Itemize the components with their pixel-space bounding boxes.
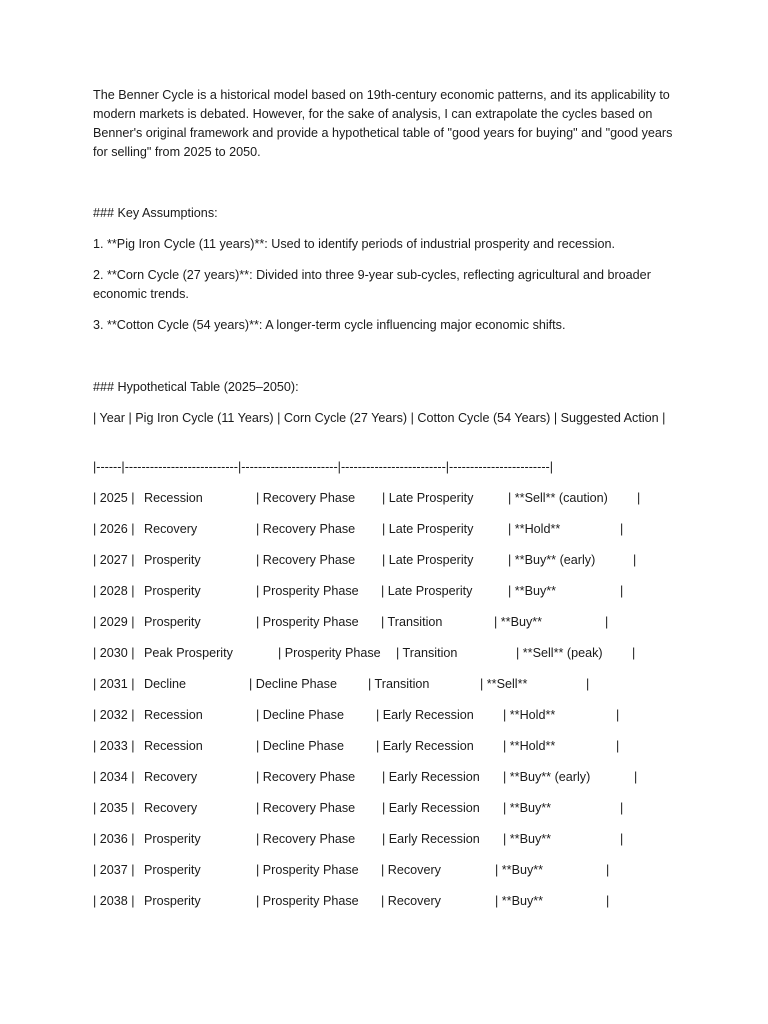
cell-action: | **Sell** (peak) [516,646,603,660]
cell-year: | 2029 | [93,615,135,629]
cell-pig-iron: Recession [144,739,203,753]
cell-year: | 2030 | [93,646,135,660]
cell-cotton: | Transition [396,646,458,660]
table-row [93,613,683,632]
cell-corn: | Decline Phase [249,677,337,691]
cell-year: | 2031 | [93,677,135,691]
cell-end: | [620,584,624,598]
table-row [93,706,683,725]
cell-year: | 2038 | [93,894,135,908]
table-row [93,644,683,663]
cell-corn: | Prosperity Phase [256,863,359,877]
cell-cotton: | Recovery [381,863,441,877]
cell-cotton: | Late Prosperity [382,522,474,536]
table-row [93,892,683,911]
cell-cotton: | Late Prosperity [382,491,474,505]
cell-year: | 2033 | [93,739,135,753]
cell-pig-iron: Recession [144,708,203,722]
cell-end: | [637,491,641,505]
cell-pig-iron: Prosperity [144,863,201,877]
cell-cotton: | Early Recession [382,832,480,846]
cell-action: | **Sell** (caution) [508,491,608,505]
cell-action: | **Hold** [503,708,556,722]
cell-action: | **Buy** (early) [508,553,596,567]
table-header-row: | Year | Pig Iron Cycle (11 Years) | Corn Cycle (27 Years) | Cotton Cycle (54 Years) | Suggested Action | [93,411,666,425]
cell-end: | [633,553,637,567]
cell-year: | 2027 | [93,553,135,567]
cell-year: | 2026 | [93,522,135,536]
assumption-item: 3. **Cotton Cycle (54 years)**: A longer-term cycle influencing major economic shifts. [93,318,566,332]
cell-corn: | Decline Phase [256,739,344,753]
assumption-item: 1. **Pig Iron Cycle (11 years)**: Used to identify periods of industrial prosperity and recession. [93,237,615,251]
intro-paragraph: The Benner Cycle is a historical model based on 19th-century economic patterns, and its applicability to modern markets is debated. However, for the sake of analysis, I can extrapolate the cycles based on Benner's original framework and provide a hypothetical table of "good years for buying" and "good years for selling" from 2025 to 2050. [93,88,676,159]
cell-action: | **Buy** [503,832,552,846]
cell-action: | **Sell** [480,677,528,691]
cell-cotton: | Transition [381,615,443,629]
cell-year: | 2036 | [93,832,135,846]
table-row [93,830,683,849]
cell-action: | **Buy** [508,584,557,598]
cell-pig-iron: Prosperity [144,832,201,846]
cell-end: | [586,677,590,691]
cell-end: | [632,646,636,660]
cell-action: | **Buy** (early) [503,770,591,784]
cell-cotton: | Early Recession [376,708,474,722]
table-heading: ### Hypothetical Table (2025–2050): [93,380,299,394]
table-row [93,799,683,818]
cell-action: | **Hold** [503,739,556,753]
cell-end: | [606,863,610,877]
cell-corn: | Prosperity Phase [278,646,381,660]
cell-cotton: | Early Recession [382,801,480,815]
cell-pig-iron: Prosperity [144,584,201,598]
cell-corn: | Recovery Phase [256,491,356,505]
cell-corn: | Prosperity Phase [256,584,359,598]
cell-pig-iron: Prosperity [144,553,201,567]
table-row [93,737,683,756]
cell-corn: | Recovery Phase [256,770,356,784]
table-row [93,675,683,694]
cell-cotton: | Early Recession [382,770,480,784]
cell-corn: | Decline Phase [256,708,344,722]
table-row [93,768,683,787]
cell-action: | **Buy** [495,894,544,908]
cell-cotton: | Late Prosperity [382,553,474,567]
cell-pig-iron: Prosperity [144,894,201,908]
cell-corn: | Recovery Phase [256,553,356,567]
cell-pig-iron: Recession [144,491,203,505]
assumptions-heading: ### Key Assumptions: [93,206,218,220]
cell-corn: | Recovery Phase [256,801,356,815]
cell-end: | [620,801,624,815]
cell-pig-iron: Prosperity [144,615,201,629]
cell-year: | 2034 | [93,770,135,784]
table-row [93,861,683,880]
cell-year: | 2035 | [93,801,135,815]
cell-end: | [616,739,620,753]
cell-corn: | Recovery Phase [256,522,356,536]
cell-cotton: | Early Recession [376,739,474,753]
cell-action: | **Hold** [508,522,561,536]
table-row [93,551,683,570]
cell-end: | [620,832,624,846]
cell-pig-iron: Recovery [144,801,198,815]
cell-corn: | Prosperity Phase [256,615,359,629]
cell-year: | 2025 | [93,491,135,505]
cell-corn: | Recovery Phase [256,832,356,846]
cell-cotton: | Late Prosperity [381,584,473,598]
cell-action: | **Buy** [494,615,543,629]
table-row [93,520,683,539]
cell-end: | [634,770,638,784]
cell-action: | **Buy** [495,863,544,877]
cell-year: | 2032 | [93,708,135,722]
cell-year: | 2028 | [93,584,135,598]
cell-end: | [606,894,610,908]
cell-end: | [616,708,620,722]
cell-pig-iron: Peak Prosperity [144,646,233,660]
assumption-item: 2. **Corn Cycle (27 years)**: Divided into three 9-year sub-cycles, reflecting agricultural and broader economic trends. [93,268,655,301]
cell-cotton: | Transition [368,677,430,691]
table-separator-row: |------|---------------------------|-----------------------|-------------------------|------------------------| [93,460,553,474]
cell-corn: | Prosperity Phase [256,894,359,908]
cell-end: | [620,522,624,536]
cell-cotton: | Recovery [381,894,441,908]
table-row [93,582,683,601]
cell-action: | **Buy** [503,801,552,815]
cell-pig-iron: Recovery [144,770,198,784]
cell-year: | 2037 | [93,863,135,877]
table-row [93,489,683,508]
cell-pig-iron: Decline [144,677,186,691]
cell-end: | [605,615,609,629]
cell-pig-iron: Recovery [144,522,198,536]
